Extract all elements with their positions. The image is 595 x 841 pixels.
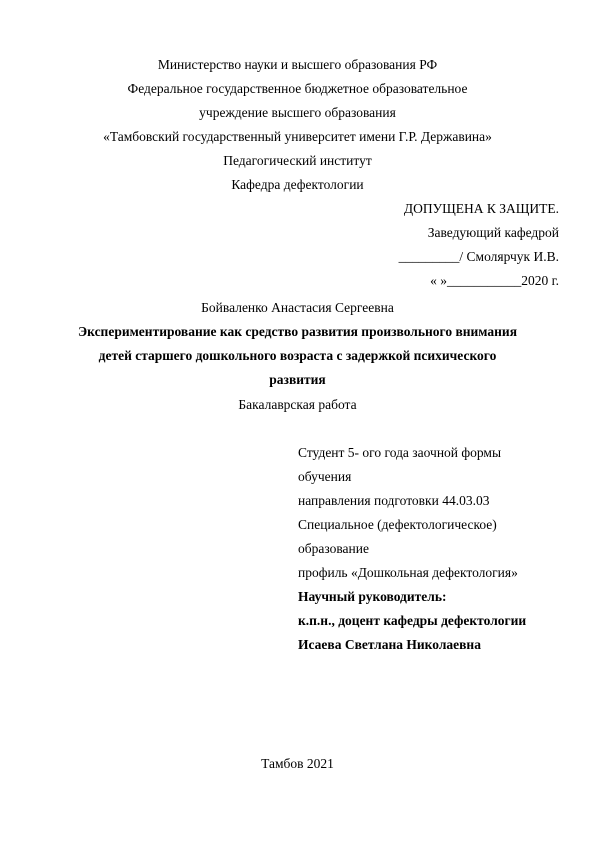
- city-year: Тамбов 2021: [261, 756, 334, 771]
- approval-status: ДОПУЩЕНА К ЗАЩИТЕ.: [403, 201, 559, 216]
- department-line: Кафедра дефектологии: [231, 177, 364, 192]
- student-info: [298, 441, 588, 657]
- federal-line: Федеральное государственное бюджетное образовательное: [127, 81, 468, 96]
- institute-line: Педагогический институт: [223, 153, 372, 168]
- thesis-title: [0, 320, 595, 392]
- footer-block: [0, 752, 595, 776]
- institution-header: [0, 53, 595, 197]
- author-block: [0, 296, 595, 320]
- thesis-title-line-1: Экспериментирование как средство развития произвольного внимания: [77, 324, 518, 339]
- author-name: Бойваленко Анастасия Сергеевна: [201, 300, 394, 315]
- student-year-line: Студент 5- ого года заочной формы: [298, 445, 502, 460]
- work-type-block: [0, 393, 595, 417]
- thesis-title-line-3: развития: [269, 372, 326, 387]
- approval-role: Заведующий кафедрой: [427, 225, 559, 240]
- ministry-line: Министерство науки и высшего образования РФ: [157, 57, 438, 72]
- approval-block: [399, 197, 559, 293]
- institution-type-line: учреждение высшего образования: [199, 105, 396, 120]
- student-direction-line: направления подготовки 44.03.03: [298, 493, 490, 508]
- supervisor-heading: Научный руководитель:: [298, 589, 447, 604]
- student-profile-line: профиль «Дошкольная дефектология»: [298, 565, 518, 580]
- work-type: Бакалаврская работа: [238, 397, 357, 412]
- supervisor-position: к.п.н., доцент кафедры дефектологии: [298, 613, 527, 628]
- approval-signature: _________/ Смолярчук И.В.: [398, 249, 559, 264]
- student-specialty-line: Специальное (дефектологическое): [298, 517, 497, 532]
- student-form-line: обучения: [298, 469, 352, 484]
- student-education-line: образование: [298, 541, 369, 556]
- approval-date: « »___________2020 г.: [430, 273, 559, 288]
- university-name-line: «Тамбовский государственный университет имени Г.Р. Державина»: [103, 129, 492, 144]
- thesis-title-line-2: детей старшего дошкольного возраста с задержкой психического: [98, 348, 497, 363]
- supervisor-name: Исаева Светлана Николаевна: [298, 637, 481, 652]
